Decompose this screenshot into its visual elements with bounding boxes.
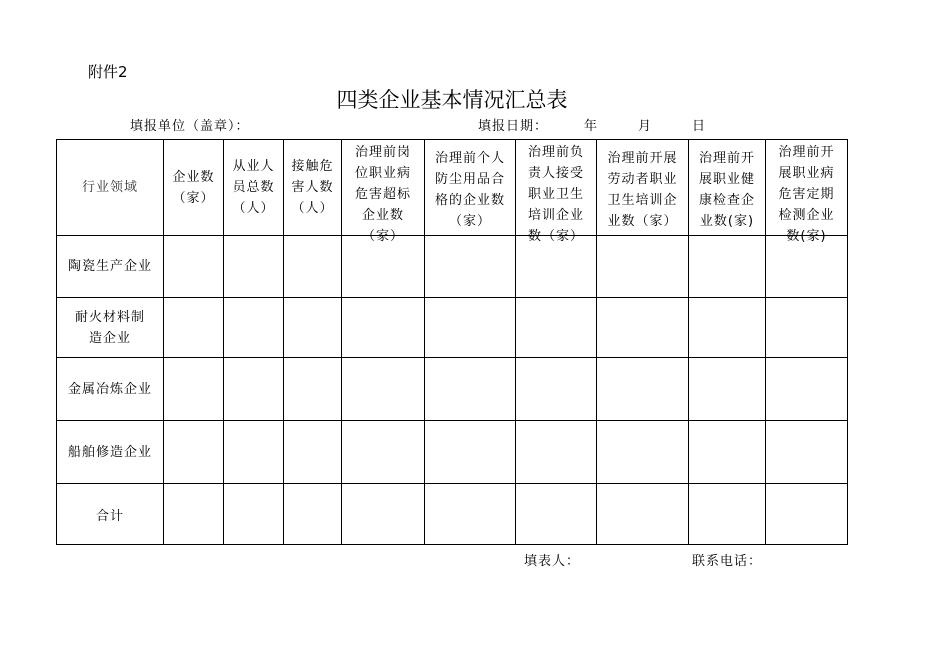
table-cell[interactable] [164,358,224,421]
table-cell[interactable] [164,236,224,298]
header-dust-ppe-count: 治理前个人防尘用品合格的企业数（家） [425,140,516,236]
table-cell[interactable] [284,358,342,421]
header-employee-total: 从业人员总数（人） [224,140,284,236]
table-cell[interactable] [766,484,848,545]
table-row-total [57,484,848,545]
table-cell[interactable] [224,236,284,298]
table-cell[interactable] [164,421,224,484]
header-worker-training-count: 治理前开展劳动者职业卫生培训企业数（家） [597,140,689,236]
table-cell[interactable] [766,298,848,358]
table-cell[interactable] [766,421,848,484]
table-cell[interactable] [689,484,766,545]
table-cell[interactable] [766,358,848,421]
row-label-total: 合计 [57,484,164,545]
table-cell[interactable] [224,421,284,484]
year-label: 年 [584,119,599,134]
table-cell[interactable] [164,298,224,358]
attachment-label: 附件2 [88,63,128,81]
header-exceed-count: 治理前岗位职业病危害超标企业数（家） [342,140,425,236]
table-cell[interactable] [425,236,516,298]
summary-table [56,139,848,545]
table-cell[interactable] [597,298,689,358]
table-cell[interactable] [689,421,766,484]
table-cell[interactable] [597,236,689,298]
table-row [57,236,848,298]
table-cell[interactable] [284,298,342,358]
table-cell[interactable] [516,484,597,545]
header-exposed-count: 接触危害人数（人） [284,140,342,236]
table-cell[interactable] [689,298,766,358]
table-cell[interactable] [425,298,516,358]
table-cell[interactable] [516,421,597,484]
row-label-ceramics: 陶瓷生产企业 [57,236,164,298]
row-label-metal-smelting: 金属冶炼企业 [57,358,164,421]
table-cell[interactable] [342,484,425,545]
table-cell[interactable] [284,484,342,545]
month-label: 月 [638,119,653,134]
header-leader-training-count: 治理前负责人接受职业卫生培训企业数（家） [516,140,597,236]
fill-date-label: 填报日期： [478,119,549,134]
table-row [57,298,848,358]
table-cell[interactable] [425,484,516,545]
table-cell[interactable] [689,236,766,298]
header-enterprise-count: 企业数（家） [164,140,224,236]
table-cell[interactable] [425,421,516,484]
table-row [57,358,848,421]
table-cell[interactable] [342,298,425,358]
table-cell[interactable] [164,484,224,545]
table-cell[interactable] [284,236,342,298]
row-label-refractory: 耐火材料制造企业 [57,298,164,358]
table-cell[interactable] [224,298,284,358]
table-cell[interactable] [516,358,597,421]
day-label: 日 [692,119,707,134]
table-cell[interactable] [284,421,342,484]
fill-date-line [478,118,706,136]
phone-label: 联系电话： [692,554,763,569]
table-cell[interactable] [689,358,766,421]
header-industry: 行业领域 [57,140,164,236]
table-cell[interactable] [224,484,284,545]
table-cell[interactable] [516,298,597,358]
table-row [57,421,848,484]
table-cell[interactable] [597,484,689,545]
table-cell[interactable] [597,358,689,421]
fill-unit-label: 填报单位（盖章）： [130,119,250,134]
header-periodic-test-count: 治理前开展职业病危害定期检测企业数(家) [766,140,848,236]
table-cell[interactable] [342,358,425,421]
header-row [57,140,848,236]
table-cell[interactable] [342,421,425,484]
header-health-check-count: 治理前开展职业健康检查企业数(家) [689,140,766,236]
table-cell[interactable] [425,358,516,421]
table-cell[interactable] [224,358,284,421]
filler-label: 填表人： [524,554,581,569]
row-label-shipbuilding: 船舶修造企业 [57,421,164,484]
table-cell[interactable] [597,421,689,484]
page-title: 四类企业基本情况汇总表 [336,88,568,112]
